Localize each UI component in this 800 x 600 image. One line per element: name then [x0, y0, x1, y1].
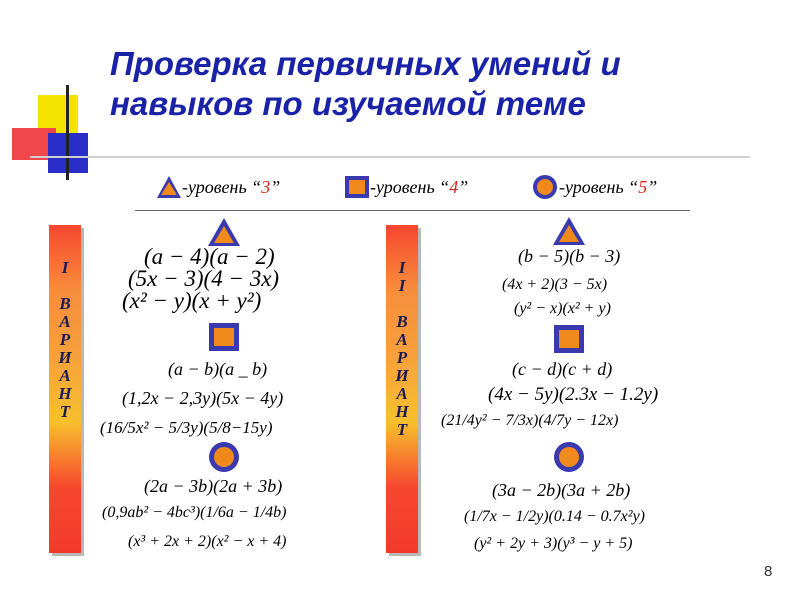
legend-level-5: [531, 174, 657, 200]
title-line-2: навыков по изучаемой теме: [110, 85, 586, 122]
title-line-1: Проверка первичных умений и: [110, 45, 621, 82]
triangle-icon: [156, 175, 182, 199]
variant-2-circle-icon: [552, 441, 586, 473]
variant-1-triangle-icon: [207, 217, 241, 247]
v1-l4-formula-2: (1,2x − 2,3y)(5x − 4y): [122, 388, 284, 408]
v2-l4-formula-1: (c − d)(c + d): [512, 359, 613, 379]
v1-l3-formula-3: (x² − y)(x + y²): [122, 288, 262, 313]
legend-label-5: -уровень “5”: [559, 176, 658, 197]
variant-2-square-icon: [553, 324, 585, 354]
v1-l5-formula-2: (0,9ab² − 4bc³)(1/6a − 1/4b): [102, 504, 287, 521]
circle-icon: [531, 174, 559, 200]
legend-label-4: -уровень “4”: [370, 176, 469, 197]
v2-l5-formula-3: (y² + 2y + 3)(y³ − y + 5): [474, 535, 633, 552]
page-number: 8: [764, 563, 773, 580]
legend-label-3: -уровень “3”: [182, 176, 281, 197]
variant-1-circle-icon: [207, 441, 241, 473]
v2-l4-formula-3: (21/4y² − 7/3x)(4/7y − 12x): [441, 412, 619, 429]
variant-1-square-icon: [208, 322, 240, 352]
variant-1-label: I В А Р И А Н Т: [49, 225, 81, 553]
variant-2-label: I I В А Р И А Н Т: [386, 225, 418, 553]
decor-vertical-line: [66, 85, 69, 180]
v1-l4-formula-3: (16/5x² − 5/3y)(5/8−15y): [100, 418, 273, 437]
v1-l3-formula-2: (5x − 3)(4 − 3x): [128, 266, 280, 291]
square-icon: [344, 175, 370, 199]
decor-horizontal-line: [30, 156, 750, 158]
v2-l5-formula-1: (3a − 2b)(3a + 2b): [492, 480, 631, 500]
v1-l4-formula-1: (a − b)(a _ b): [168, 359, 268, 379]
slide-title: [110, 44, 750, 124]
variant-2-triangle-icon: [552, 216, 586, 246]
v1-l5-formula-1: (2a − 3b)(2a + 3b): [144, 476, 283, 496]
v2-l3-formula-1: (b − 5)(b − 3): [518, 246, 621, 266]
v1-l5-formula-3: (x³ + 2x + 2)(x² − x + 4): [128, 533, 287, 550]
legend-level-3: [156, 174, 280, 200]
v2-l4-formula-2: (4x − 5y)(2.3x − 1.2y): [488, 384, 659, 405]
v2-l3-formula-3: (y² − x)(x² + y): [514, 300, 611, 317]
v1-l3-formula-1: (a − 4)(a − 2): [144, 244, 275, 269]
v2-l3-formula-2: (4x + 2)(3 − 5x): [502, 276, 608, 293]
legend-level-4: [344, 174, 468, 200]
legend-divider: [135, 210, 690, 211]
v2-l5-formula-2: (1/7x − 1/2y)(0.14 − 0.7x²y): [464, 508, 645, 525]
